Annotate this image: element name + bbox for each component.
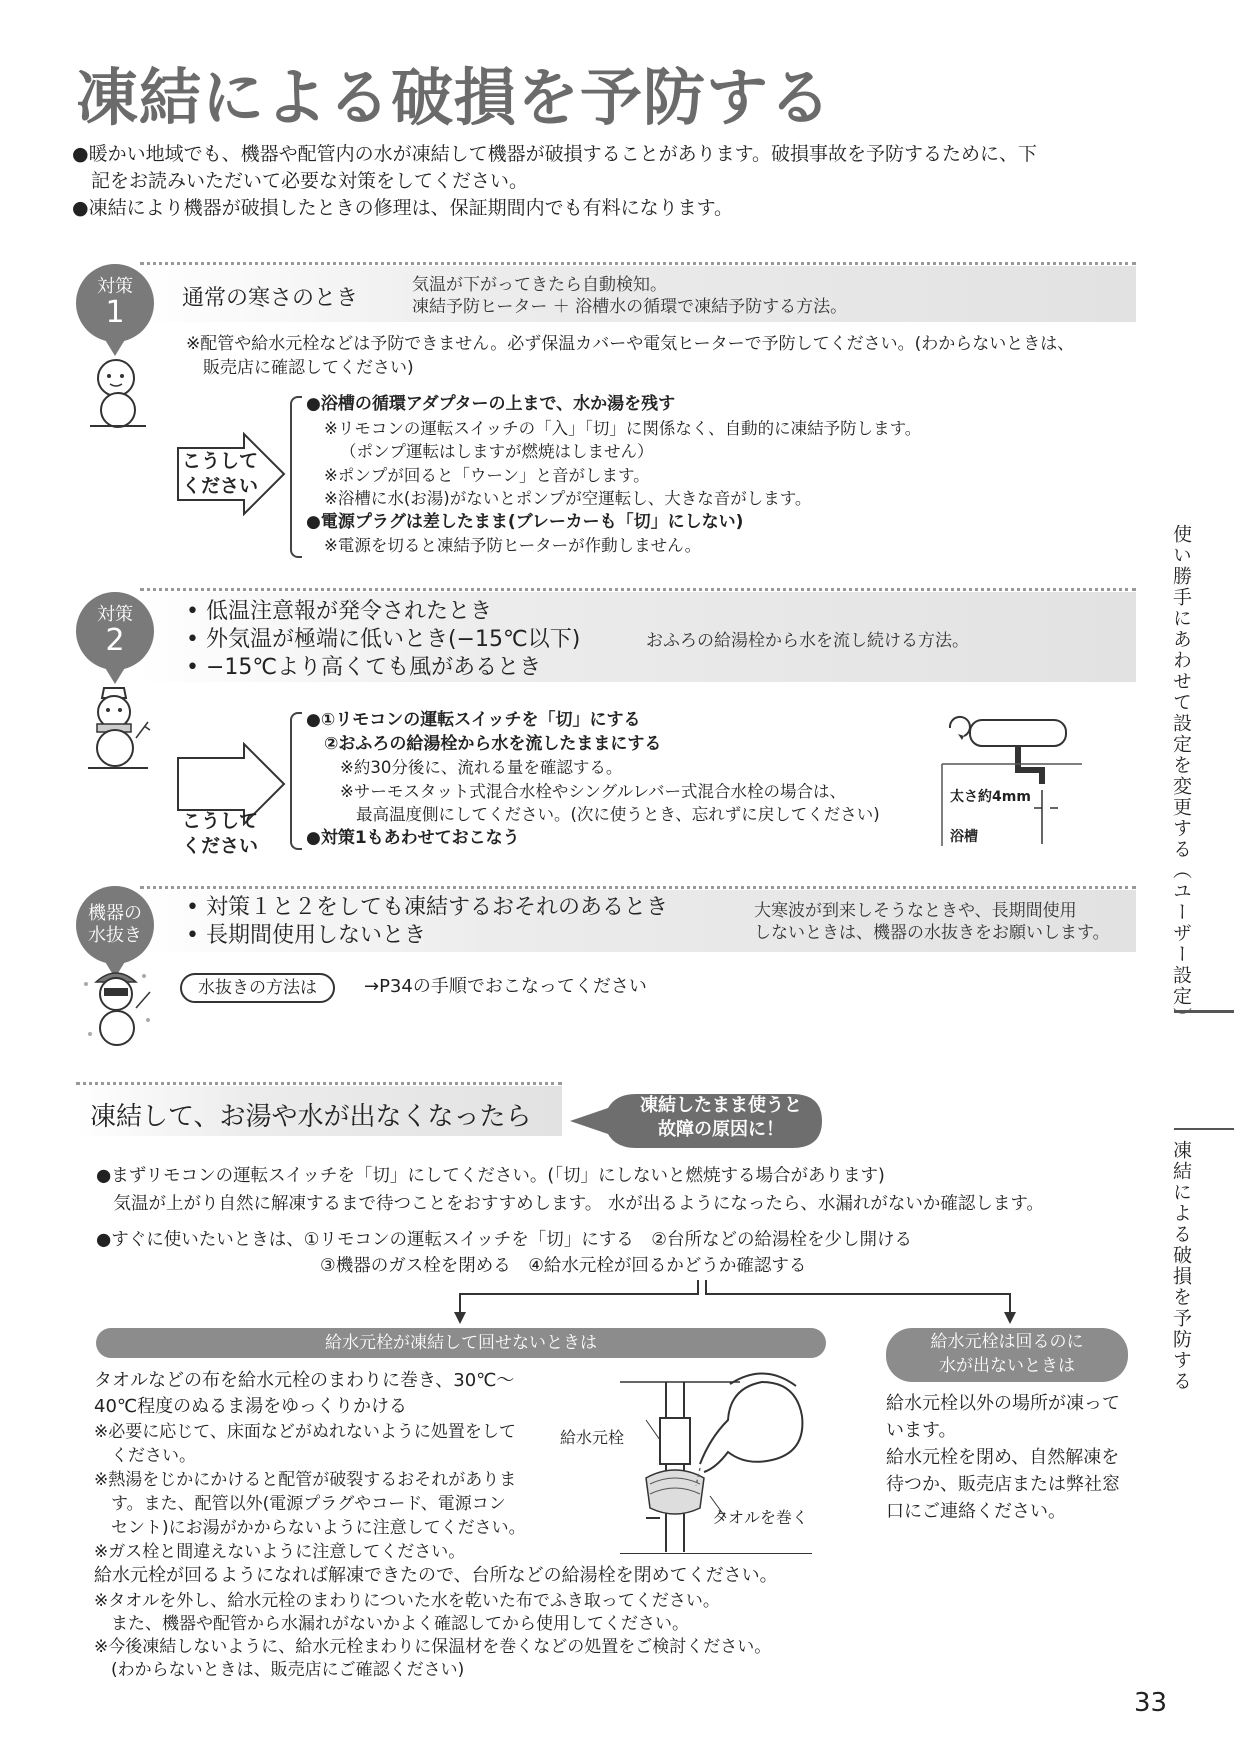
- frozen-valve-instructions: タオルなどの布を給水元栓のまわりに巻き、30℃～ 40℃程度のぬるま湯をゆっくりかける ※必要に応じて、床面などがぬれないように処置をして ください。 ※熱湯をじかにかけると配管が破裂するおそれがありま す。また、配管以外(電源プラグやコード、電源コン セント)にお湯がかからないように注意してください。 ※ガス栓と間違えないように注意してください。: [94, 1370, 526, 1562]
- divider: [76, 1082, 562, 1085]
- bracket: [290, 712, 302, 850]
- measure2-badge: 対策 2: [76, 592, 154, 670]
- measure2-steps: ●①リモコンの運転スイッチを「切」にする ②おふろの給湯栓から水を流したままにする ※約30分後に、流れる量を確認する。 ※サーモスタット式混合水栓やシングルレバー式混合水栓の場合は、 最高温度側にしてください。(次に使うとき、忘れずに戻してください) ●対策1もあわせておこなう: [306, 710, 880, 848]
- frozen-urgent-step-2: ③機器のガス栓を閉める ④給水元栓が回るかどうか確認する: [320, 1256, 807, 1276]
- side-tab-settings[interactable]: 使い勝手にあわせて設定を変更する（ユーザー設定）: [1170, 524, 1192, 1028]
- branch-arrows: [450, 1278, 1020, 1326]
- measure1-steps: ●浴槽の循環アダプターの上まで、水か湯を残す ※リモコンの運転スイッチの「入」「切」に関係なく、自動的に凍結予防します。 （ポンプ運転はしますが燃焼はしません） ※ポンプが回ると「ウーン」と音がします。 ※浴槽に水(お湯)がないとポンプが空運転し、大きな音がします。 ●電源プラグは差したまま(ブレーカーも「切」にしない) ※電源を切ると凍結予防ヒーターが作動しません。: [306, 394, 922, 555]
- drain-page-ref[interactable]: →P34の手順でおこなってください: [364, 976, 647, 997]
- valve-turns-header: 給水元栓は回るのに 水が出ないときは: [886, 1328, 1128, 1382]
- measure1-heading: 通常の寒さのとき: [182, 286, 359, 311]
- measure1-desc: 気温が下がってきたら自動検知。 凍結予防ヒーター ＋ 浴槽水の循環で凍結予防する方法。: [412, 275, 848, 317]
- towel-label: タオルを巻く: [712, 1508, 809, 1527]
- drain-desc: 大寒波が到来しそうなときや、長期間使用 しないときは、機器の水抜きをお願いします。: [754, 901, 1110, 943]
- valve-label: 給水元栓: [560, 1428, 625, 1447]
- faucet-width-label: 太さ約4mm: [950, 789, 1031, 805]
- faucet-tub-label: 浴槽: [950, 829, 978, 845]
- side-tab-freeze[interactable]: 凍結による破損を予防する: [1170, 1140, 1192, 1392]
- snowman-icon: [86, 356, 150, 428]
- measure2-arrow-label: こうして ください: [181, 810, 258, 857]
- side-tab-divider: [1174, 1010, 1234, 1013]
- after-thaw-instructions: 給水元栓が回るようになれば解凍できたので、台所などの給湯栓を閉めてください。 ※タオルを外し、給水元栓のまわりについた水を乾いた布でふき取ってください。 また、機器や配管から水漏れがないかよく確認してから使用してください。 ※今後凍結しないように、給水元栓まわりに保温材を巻くなどの処置をご検討ください。 (わからないときは、販売店にご確認ください): [94, 1565, 778, 1680]
- frozen-heading: 凍結して、お湯や水が出なくなったら: [90, 1102, 532, 1132]
- snowman-scarf-icon: [84, 686, 154, 770]
- measure1-badge: 対策 1: [76, 264, 154, 342]
- measure2-conditions: • 低温注意報が発令されたとき • 外気温が極端に低いとき(−15℃以下) • −15℃より高くても風があるとき: [186, 599, 581, 680]
- drain-conditions: • 対策１と２をしても凍結するおそれのあるとき • 長期間使用しないとき: [186, 895, 668, 948]
- divider: [140, 886, 1136, 889]
- drain-method-pill: 水抜きの方法は: [180, 973, 335, 1003]
- page-number: 33: [1134, 1688, 1168, 1718]
- frozen-first-step: ●まずリモコンの運転スイッチを「切」にしてください。(「切」にしないと燃焼する場合があります) 気温が上がり自然に解凍するまで待つことをおすすめします。 水が出るようになったら、水漏れがないか確認します。: [96, 1166, 1044, 1214]
- valve-turns-instructions: 給水元栓以外の場所が凍って います。 給水元栓を閉め、自然解凍を 待つか、販売店または弊社窓 口にご連絡ください。: [886, 1393, 1120, 1522]
- page-title: 凍結による破損を予防する: [76, 61, 833, 134]
- warning-text: 凍結したまま使うと 故障の原因に！: [640, 1095, 802, 1140]
- intro-text: ●暖かい地域でも、機器や配管内の水が凍結して機器が破損することがあります。破損事故を予防するために、下 記をお読みいただいて必要な対策をしてください。 ●凍結により機器が破損したときの修理は、保証期間内でも有料になります。: [72, 143, 1038, 219]
- divider: [140, 588, 1136, 591]
- side-tab-divider: [1174, 1128, 1234, 1130]
- measure1-note: ※配管や給水元栓などは予防できません。必ず保温カバーや電気ヒーターで予防してください。(わからないときは、 販売店に確認してください): [186, 334, 1075, 378]
- drain-badge: 機器の 水抜き: [76, 886, 154, 964]
- measure2-desc: おふろの給湯栓から水を流し続ける方法。: [646, 631, 969, 651]
- faucet-illustration: [934, 706, 1082, 846]
- measure1-arrow-label: こうして ください: [181, 450, 258, 497]
- snowman-cold-icon: [80, 964, 156, 1048]
- frozen-valve-header: 給水元栓が凍結して回せないときは: [96, 1328, 826, 1358]
- frozen-urgent-step: ●すぐに使いたいときは、①リモコンの運転スイッチを「切」にする ②台所などの給湯栓を少し開ける: [96, 1230, 912, 1250]
- bracket: [290, 396, 302, 558]
- divider: [140, 262, 1136, 265]
